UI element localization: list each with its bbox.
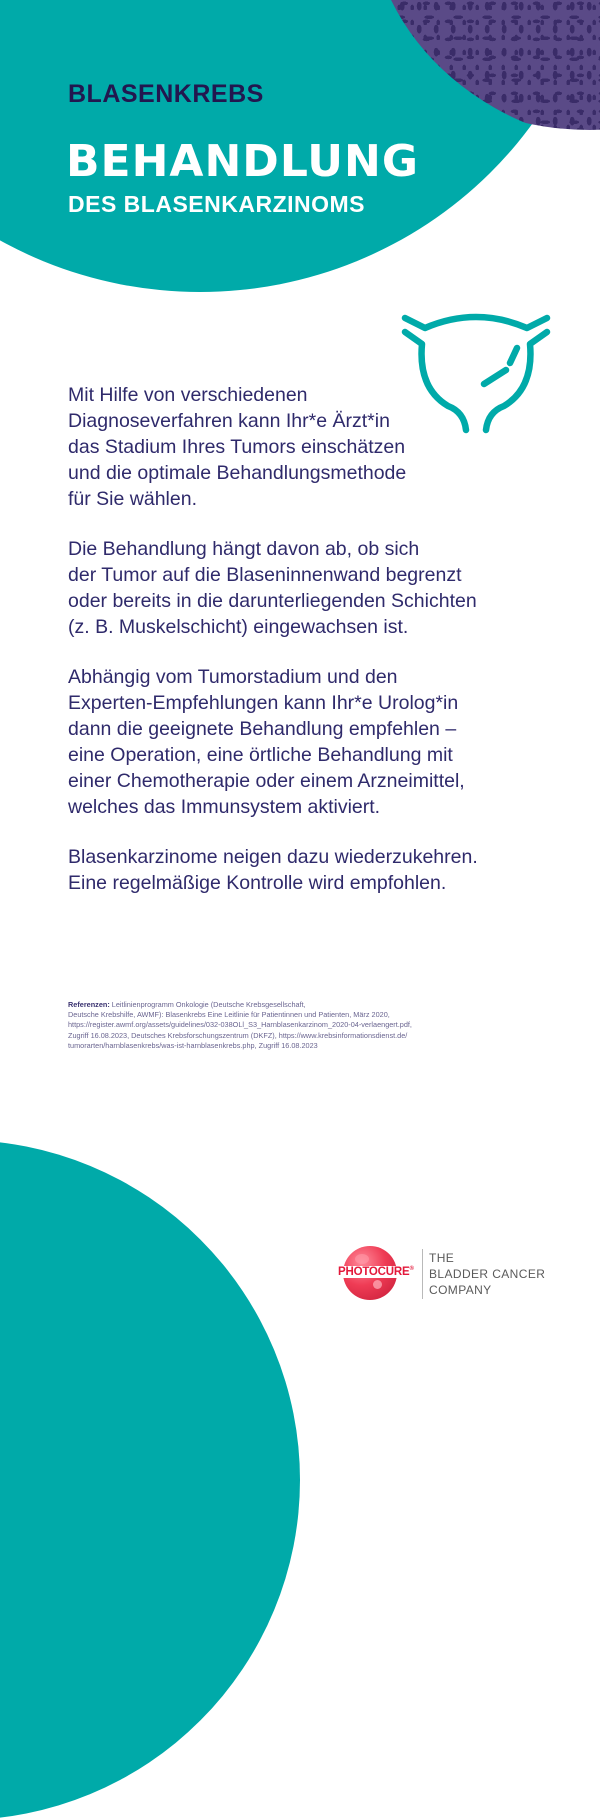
logo-wordmark: PHOTOCURE® — [338, 1266, 414, 1278]
text-line: Experten-Empfehlungen kann Ihr*e Urolog*in — [68, 692, 459, 714]
reference-line: tumorarten/harnblasenkrebs/was-ist-harnblasenkrebs.php, Zugriff 16.08.2023 — [68, 1040, 318, 1050]
logo-tagline: THE BLADDER CANCER COMPANY — [429, 1251, 546, 1297]
text-line: Diagnoseverfahren kann Ihr*e Ärzt*in — [68, 410, 390, 432]
reference-line: Leitlinienprogramm Onkologie (Deutsche Krebsgesellschaft, — [109, 1000, 306, 1009]
text-line: für Sie wählen. — [68, 488, 197, 510]
text-line: Eine regelmäßige Kontrolle wird empfohlen. — [68, 872, 447, 894]
page-title: BEHANDLUNG — [66, 136, 419, 187]
paragraph-1 — [68, 382, 548, 512]
text-line: welches das Immunsystem aktiviert. — [68, 796, 381, 818]
references — [68, 1000, 488, 1051]
text-line: Mit Hilfe von verschiedenen — [68, 384, 308, 406]
text-line: Abhängig vom Tumorstadium und den — [68, 666, 398, 688]
paragraph-3 — [68, 664, 548, 820]
teal-circle-bottom — [0, 1140, 300, 1820]
paragraph-4 — [68, 844, 548, 896]
text-line: und die optimale Behandlungsmethode — [68, 462, 407, 484]
text-line: einer Chemotherapie oder einem Arzneimittel, — [68, 770, 465, 792]
text-line: das Stadium Ihres Tumors einschätzen — [68, 436, 406, 458]
paragraph-2 — [68, 536, 548, 640]
page-subtitle: DES BLASENKARZINOMS — [68, 191, 366, 217]
text-line: dann die geeignete Behandlung empfehlen – — [68, 718, 457, 740]
text-line: Blasenkarzinome neigen dazu wiederzukehren. — [68, 846, 478, 868]
logo-divider — [422, 1249, 423, 1299]
references-label: Referenzen: — [68, 1000, 110, 1009]
kicker: BLASENKREBS — [68, 80, 264, 108]
reference-line: https://register.awmf.org/assets/guidelines/032-038OLl_S3_Harnblasenkarzinom_2020-04-verlaengert.pdf, — [68, 1020, 412, 1030]
text-line: oder bereits in die darunterliegenden Schichten — [68, 590, 477, 612]
reference-line: Zugriff 16.08.2023, Deutsches Krebsforschungszentrum (DKFZ), https://www.krebsinformationsdienst.de/ — [68, 1030, 408, 1040]
text-line: der Tumor auf die Blaseninnenwand begrenzt — [68, 564, 462, 586]
text-line: eine Operation, eine örtliche Behandlung mit — [68, 744, 453, 766]
photocure-logo — [336, 1246, 546, 1302]
reference-line: Deutsche Krebshilfe, AWMF): Blasenkrebs Eine Leitlinie für Patientinnen und Patienten, März 2020, — [68, 1010, 390, 1020]
text-line: (z. B. Muskelschicht) eingewachsen ist. — [68, 616, 409, 638]
text-line: Die Behandlung hängt davon ab, ob sich — [68, 538, 420, 560]
